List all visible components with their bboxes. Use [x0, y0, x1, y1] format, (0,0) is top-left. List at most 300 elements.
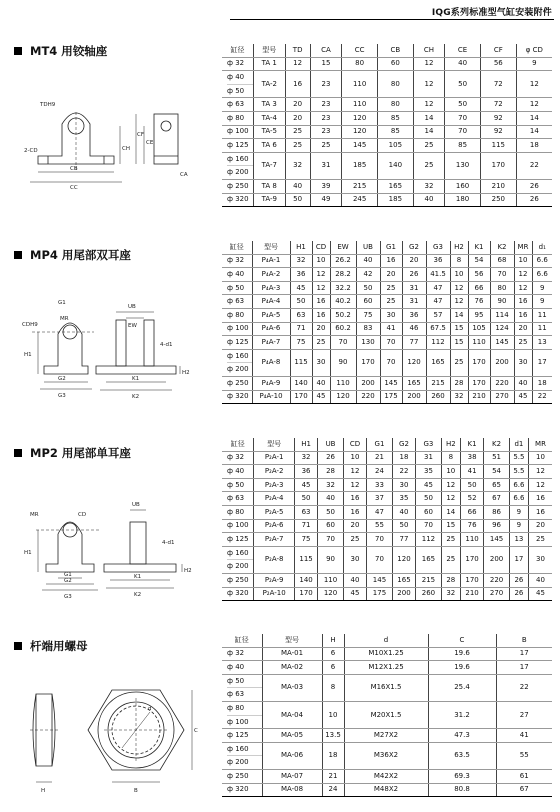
bore-size: ф 160 [227, 547, 253, 561]
value-cell: 63.5 [428, 742, 496, 769]
value-cell: 210 [460, 587, 483, 601]
value-cell: 6 [322, 661, 344, 675]
value-cell: 13 [509, 533, 528, 547]
bore-cell: ф 100 [222, 322, 252, 336]
column-header: d [344, 634, 428, 647]
value-cell: 110 [342, 71, 378, 98]
value-cell: 13 [532, 336, 552, 350]
dim-label: G1 [58, 300, 66, 306]
dim-label: H1 [24, 352, 32, 358]
value-cell: 8 [450, 254, 468, 268]
value-cell: 17 [496, 661, 552, 675]
section-title [14, 445, 131, 461]
bore-cell: ф 250 [222, 376, 252, 390]
bore-cell: ф 125 [222, 533, 254, 547]
value-cell: 50 [460, 478, 483, 492]
table-row [222, 322, 552, 336]
value-cell: 14 [516, 111, 552, 125]
model-cell: TA-7 [254, 152, 286, 179]
value-cell: 54 [484, 465, 510, 479]
model-cell: TA 8 [254, 179, 286, 193]
bore-cell: ф 250 [222, 769, 262, 783]
dim-label: TDH9 [40, 102, 56, 108]
value-cell: 27 [496, 701, 552, 728]
value-cell: 67.5 [426, 322, 450, 336]
table-row [222, 98, 552, 112]
bore-cell [222, 152, 254, 179]
table-row [222, 308, 552, 322]
spec-table-mt4 [222, 44, 552, 207]
table-header-row [222, 634, 552, 647]
value-cell: 12 [514, 268, 532, 282]
column-header: CD [312, 241, 330, 254]
bore-size: ф 80 [227, 702, 262, 716]
value-cell: 40 [285, 179, 310, 193]
column-header: d₁ [532, 241, 552, 254]
value-cell: 21 [367, 451, 393, 465]
table-row [222, 478, 552, 492]
value-cell: 30 [514, 349, 532, 376]
dim-label: C [194, 728, 198, 734]
model-cell: P₄A-9 [252, 376, 290, 390]
value-cell: 52 [460, 492, 483, 506]
column-header: 缸径 [222, 438, 254, 451]
value-cell: 14 [413, 125, 445, 139]
model-cell: P₄A-8 [252, 349, 290, 376]
value-cell: 30 [392, 478, 415, 492]
value-cell: 41 [496, 729, 552, 743]
model-cell: P₄A-6 [252, 322, 290, 336]
value-cell: 32 [294, 451, 317, 465]
table-row [222, 451, 552, 465]
value-cell: 25 [380, 281, 402, 295]
dim-label: 2-CD [24, 148, 38, 154]
value-cell: 220 [490, 376, 514, 390]
value-cell: 95 [468, 308, 490, 322]
value-cell: 25 [312, 336, 330, 350]
value-cell: 22 [516, 152, 552, 179]
value-cell: 83 [356, 322, 380, 336]
value-cell: 12 [413, 71, 445, 98]
bore-size: ф 200 [227, 758, 249, 767]
value-cell: 25 [310, 139, 342, 153]
value-cell: 31 [402, 295, 426, 309]
value-cell: 20 [402, 254, 426, 268]
value-cell: 15 [450, 322, 468, 336]
value-cell: 66 [460, 505, 483, 519]
value-cell: M16X1.5 [344, 674, 428, 701]
column-header: H2 [450, 241, 468, 254]
table-row [222, 254, 552, 268]
value-cell: M48X2 [344, 783, 428, 797]
table-header-row [222, 44, 552, 57]
dim-label: K1 [134, 574, 142, 580]
model-cell: MA-02 [262, 661, 322, 675]
dim-label: CE [146, 140, 154, 146]
model-cell: TA 1 [254, 57, 286, 71]
dim-label: G2 [58, 376, 66, 382]
value-cell: 114 [490, 308, 514, 322]
value-cell: 12 [450, 281, 468, 295]
mt4-drawing [24, 92, 194, 200]
value-cell: 30 [380, 308, 402, 322]
value-cell: 215 [416, 573, 442, 587]
dim-label: G2 [64, 578, 72, 584]
section-title [14, 247, 131, 263]
value-cell: 51 [484, 451, 510, 465]
value-cell: 90 [490, 295, 514, 309]
value-cell: 10 [322, 701, 344, 728]
value-cell: 12 [312, 268, 330, 282]
dim-label: G3 [58, 393, 66, 399]
value-cell: 20 [380, 268, 402, 282]
column-header: H1 [294, 438, 317, 451]
value-cell: 120 [402, 349, 426, 376]
value-cell: 45 [343, 587, 366, 601]
column-header: 型号 [252, 241, 290, 254]
value-cell: 10 [514, 254, 532, 268]
value-cell: 32 [441, 587, 460, 601]
value-cell: 170 [480, 152, 516, 179]
value-cell: 50 [294, 492, 317, 506]
value-cell: 75 [356, 308, 380, 322]
value-cell: 55 [496, 742, 552, 769]
column-header: K1 [460, 438, 483, 451]
value-cell: 49 [310, 193, 342, 207]
model-cell: MA-08 [262, 783, 322, 797]
value-cell: 85 [377, 111, 413, 125]
column-header: 型号 [254, 438, 294, 451]
value-cell: 110 [468, 336, 490, 350]
value-cell: 120 [392, 546, 415, 573]
value-cell: 60 [416, 505, 442, 519]
value-cell: 12 [343, 478, 366, 492]
value-cell: 25 [413, 152, 445, 179]
value-cell: 16 [528, 492, 552, 506]
value-cell: 26.2 [330, 254, 356, 268]
value-cell: 170 [294, 587, 317, 601]
table-row [222, 465, 552, 479]
value-cell: 50 [356, 281, 380, 295]
value-cell: 20 [528, 519, 552, 533]
value-cell: 200 [402, 390, 426, 404]
bore-size: ф 63 [227, 690, 245, 699]
table-header-row [222, 241, 552, 254]
value-cell: 30 [528, 546, 552, 573]
value-cell: 41.5 [426, 268, 450, 282]
value-cell: 45 [312, 390, 330, 404]
bore-cell: ф 320 [222, 783, 262, 797]
model-cell: P₂A-3 [254, 478, 294, 492]
value-cell: 140 [377, 152, 413, 179]
value-cell: 70 [367, 533, 393, 547]
column-header: B [496, 634, 552, 647]
value-cell: 165 [392, 573, 415, 587]
value-cell: 10 [441, 465, 460, 479]
model-cell: P₄A-5 [252, 308, 290, 322]
value-cell: 76 [460, 519, 483, 533]
model-cell: P₄A-1 [252, 254, 290, 268]
section-title [14, 638, 88, 654]
model-cell: TA 3 [254, 98, 286, 112]
value-cell: 26 [516, 193, 552, 207]
value-cell: M36X2 [344, 742, 428, 769]
value-cell: 23 [310, 111, 342, 125]
value-cell: 69.3 [428, 769, 496, 783]
value-cell: 145 [484, 533, 510, 547]
bore-size: ф 100 [227, 717, 249, 726]
value-cell: 60 [318, 519, 344, 533]
value-cell: 17 [532, 349, 552, 376]
column-header: CE [445, 44, 481, 57]
column-header: CC [342, 44, 378, 57]
dim-label: UB [132, 502, 140, 508]
model-cell: TA 6 [254, 139, 286, 153]
dim-label: EW [128, 323, 137, 329]
value-cell: 5.5 [509, 465, 528, 479]
bore-cell: ф 50 [222, 281, 252, 295]
value-cell: 145 [380, 376, 402, 390]
model-cell: TA-9 [254, 193, 286, 207]
value-cell: 23 [310, 98, 342, 112]
value-cell: 50 [445, 98, 481, 112]
column-header: d1 [509, 438, 528, 451]
table-row [222, 505, 552, 519]
bore-cell: ф 80 [222, 505, 254, 519]
dim-label: UB [128, 304, 136, 310]
table-row [222, 152, 552, 179]
value-cell: 85 [377, 125, 413, 139]
value-cell: 115 [290, 349, 312, 376]
model-cell: MA-05 [262, 729, 322, 743]
bullet-square-icon [14, 251, 22, 259]
table-row [222, 661, 552, 675]
value-cell: 170 [356, 349, 380, 376]
bore-size: ф 40 [227, 71, 253, 85]
column-header: G2 [402, 241, 426, 254]
value-cell: 112 [426, 336, 450, 350]
value-cell: 37 [367, 492, 393, 506]
value-cell: 16 [514, 295, 532, 309]
value-cell: 25.4 [428, 674, 496, 701]
value-cell: 180 [445, 193, 481, 207]
value-cell: 57 [426, 308, 450, 322]
value-cell: 23 [310, 125, 342, 139]
value-cell: M42X2 [344, 769, 428, 783]
value-cell: 18 [516, 139, 552, 153]
value-cell: 12 [528, 478, 552, 492]
value-cell: 90 [330, 349, 356, 376]
value-cell: 46 [402, 322, 426, 336]
header-rule [230, 19, 554, 20]
value-cell: 170 [468, 349, 490, 376]
value-cell: 40 [445, 57, 481, 71]
value-cell: 28.2 [330, 268, 356, 282]
value-cell: 12 [413, 57, 445, 71]
value-cell: 70 [318, 533, 344, 547]
bore-cell: ф 250 [222, 573, 254, 587]
value-cell: 67 [496, 783, 552, 797]
table-row [222, 674, 552, 701]
value-cell: 92 [480, 125, 516, 139]
value-cell: 45 [416, 478, 442, 492]
value-cell: 60 [356, 295, 380, 309]
value-cell: 80 [490, 281, 514, 295]
value-cell: 220 [356, 390, 380, 404]
value-cell: 250 [480, 193, 516, 207]
table-row [222, 268, 552, 282]
table-row [222, 295, 552, 309]
value-cell: 70 [490, 268, 514, 282]
value-cell: 18 [392, 451, 415, 465]
value-cell: 185 [377, 193, 413, 207]
value-cell: 14 [450, 308, 468, 322]
nut-drawing [22, 672, 202, 802]
dim-label: G1 [64, 572, 72, 578]
value-cell: 75 [290, 336, 312, 350]
value-cell: M20X1.5 [344, 701, 428, 728]
bullet-square-icon [14, 642, 22, 650]
dim-label: K1 [132, 376, 140, 382]
value-cell: 38 [460, 451, 483, 465]
dim-label: H [41, 788, 46, 794]
bore-size: ф 160 [227, 350, 252, 364]
bore-cell: ф 320 [222, 193, 254, 207]
value-cell: 115 [480, 139, 516, 153]
bore-cell: ф 63 [222, 295, 252, 309]
value-cell: 6.6 [532, 268, 552, 282]
dim-label: CC [70, 185, 78, 191]
value-cell: 16 [312, 295, 330, 309]
value-cell: 110 [342, 98, 378, 112]
table-row [222, 573, 552, 587]
value-cell: 30 [343, 546, 366, 573]
table-row [222, 57, 552, 71]
value-cell: 32.2 [330, 281, 356, 295]
column-header: 缸径 [222, 634, 262, 647]
bore-size: ф 200 [227, 562, 249, 571]
column-header: H [322, 634, 344, 647]
value-cell: 90 [318, 546, 344, 573]
value-cell: 55 [367, 519, 393, 533]
bullet-square-icon [14, 47, 22, 55]
value-cell: 22 [496, 674, 552, 701]
value-cell: 170 [460, 573, 483, 587]
value-cell: 56 [468, 268, 490, 282]
value-cell: 60.2 [330, 322, 356, 336]
table-row [222, 179, 552, 193]
value-cell: 170 [290, 390, 312, 404]
value-cell: 9 [509, 505, 528, 519]
bore-cell [222, 742, 262, 769]
table-row [222, 376, 552, 390]
value-cell: 40 [528, 573, 552, 587]
value-cell: 25 [343, 533, 366, 547]
table-row [222, 587, 552, 601]
value-cell: 10 [528, 451, 552, 465]
value-cell: 200 [356, 376, 380, 390]
dim-label: 4-d1 [162, 540, 175, 546]
column-header: UB [356, 241, 380, 254]
value-cell: 40 [413, 193, 445, 207]
column-header: UB [318, 438, 344, 451]
mp2-drawing [22, 492, 197, 602]
value-cell: 72 [480, 98, 516, 112]
value-cell: 60 [377, 57, 413, 71]
value-cell: 130 [356, 336, 380, 350]
value-cell: 36 [402, 308, 426, 322]
column-header: CH [413, 44, 445, 57]
model-cell: P₂A-6 [254, 519, 294, 533]
value-cell: 50 [445, 71, 481, 98]
model-cell: P₂A-5 [254, 505, 294, 519]
value-cell: 70 [330, 336, 356, 350]
model-cell: P₂A-8 [254, 546, 294, 573]
value-cell: 45 [514, 390, 532, 404]
value-cell: 105 [377, 139, 413, 153]
value-cell: 36 [290, 268, 312, 282]
value-cell: 28 [318, 465, 344, 479]
section-title-text: 杆端用螺母 [30, 639, 88, 653]
value-cell: 210 [480, 179, 516, 193]
value-cell: 85 [445, 139, 481, 153]
value-cell: 20 [514, 322, 532, 336]
value-cell: 165 [416, 546, 442, 573]
column-header: K1 [468, 241, 490, 254]
value-cell: 25 [528, 533, 552, 547]
value-cell: 215 [342, 179, 378, 193]
value-cell: 165 [426, 349, 450, 376]
column-header: G1 [367, 438, 393, 451]
bore-cell [222, 674, 262, 701]
value-cell: 32 [290, 254, 312, 268]
value-cell: 140 [290, 376, 312, 390]
model-cell: P₄A-2 [252, 268, 290, 282]
value-cell: 270 [484, 587, 510, 601]
value-cell: 20 [312, 322, 330, 336]
column-header: CA [310, 44, 342, 57]
value-cell: 16 [380, 254, 402, 268]
model-cell: TA-2 [254, 71, 286, 98]
value-cell: 170 [460, 546, 483, 573]
column-header: CD [343, 438, 366, 451]
model-cell: MA-06 [262, 742, 322, 769]
value-cell: 12 [413, 98, 445, 112]
value-cell: 140 [294, 573, 317, 587]
value-cell: 15 [441, 519, 460, 533]
column-header: 型号 [262, 634, 322, 647]
value-cell: 31 [310, 152, 342, 179]
value-cell: 36 [426, 254, 450, 268]
table-row [222, 71, 552, 98]
value-cell: 14 [516, 125, 552, 139]
value-cell: 70 [380, 336, 402, 350]
model-cell: P₂A-1 [254, 451, 294, 465]
value-cell: 47 [426, 281, 450, 295]
value-cell: 16 [514, 308, 532, 322]
table-row [222, 742, 552, 769]
value-cell: 8 [322, 674, 344, 701]
table-row [222, 783, 552, 797]
model-cell: P₄A-4 [252, 295, 290, 309]
value-cell: 80 [377, 98, 413, 112]
bore-cell: ф 32 [222, 451, 254, 465]
model-cell: P₂A-10 [254, 587, 294, 601]
value-cell: 124 [490, 322, 514, 336]
table-row [222, 111, 552, 125]
value-cell: 25 [441, 546, 460, 573]
table-row [222, 139, 552, 153]
